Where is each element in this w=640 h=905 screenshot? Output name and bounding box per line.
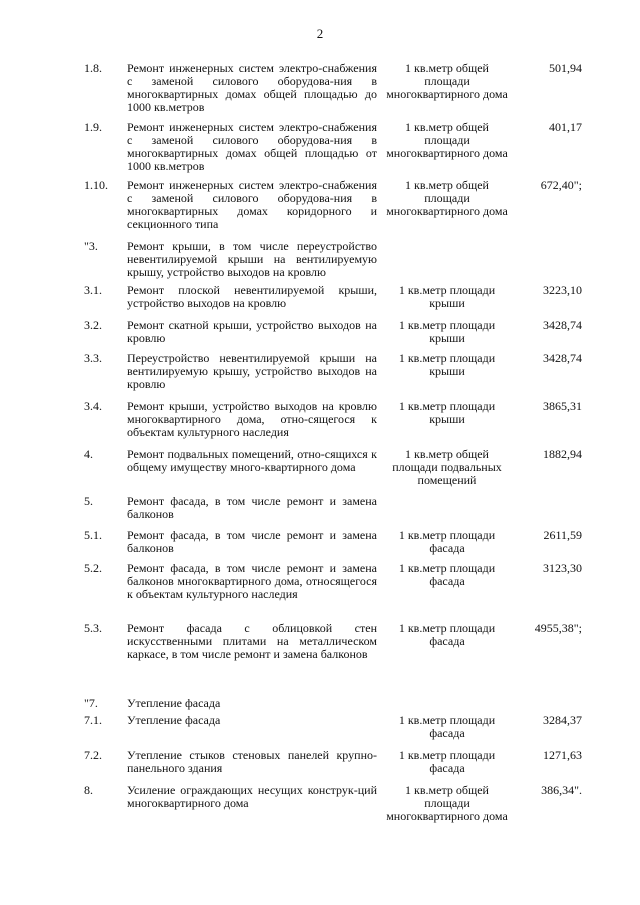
- item-price: 3223,10: [543, 283, 582, 297]
- item-price: 386,34".: [541, 783, 582, 797]
- item-number: 3.1.: [84, 283, 102, 297]
- item-number: 4.: [84, 447, 93, 461]
- item-price: 2611,59: [543, 528, 582, 542]
- item-number: 8.: [84, 783, 93, 797]
- item-number: "3.: [84, 239, 98, 253]
- item-description: Утепление стыков стеновых панелей крупно-панельного здания: [127, 748, 377, 775]
- item-price: 3865,31: [543, 399, 582, 413]
- item-price: 1882,94: [543, 447, 582, 461]
- item-number: 5.: [84, 494, 93, 508]
- item-description: Ремонт фасада, в том числе ремонт и замена балконов: [127, 494, 377, 521]
- item-number: 3.4.: [84, 399, 102, 413]
- item-description: Ремонт фасада, в том числе ремонт и замена балконов: [127, 528, 377, 555]
- item-description: Ремонт инженерных систем электро-снабжения с заменой силового оборудова-ния в многоквартирных домах общей площадью до 1000 кв.метров: [127, 61, 377, 114]
- item-number: 3.3.: [84, 351, 102, 365]
- item-description: Ремонт подвальных помещений, отно-сящихся к общему имуществу много-квартирного дома: [127, 447, 377, 474]
- item-price: 3428,74: [543, 318, 582, 332]
- item-unit: 1 кв.метр площади крыши: [398, 399, 496, 426]
- item-number: 7.1.: [84, 713, 102, 727]
- item-unit: 1 кв.метр площади фасада: [398, 561, 496, 588]
- item-description: Ремонт фасада, в том числе ремонт и замена балконов многоквартирного дома, относящегося к объектам культурного наследия: [127, 561, 377, 601]
- item-price: 3428,74: [543, 351, 582, 365]
- item-unit: 1 кв.метр площади фасада: [398, 528, 496, 555]
- item-price: 3123,30: [543, 561, 582, 575]
- item-unit: 1 кв.метр общей площади подвальных помещений: [392, 447, 502, 487]
- item-number: 3.2.: [84, 318, 102, 332]
- item-description: Усиление ограждающих несущих конструк-ций многоквартирного дома: [127, 783, 377, 810]
- item-number: 5.3.: [84, 621, 102, 635]
- item-unit: 1 кв.метр общей площади многоквартирного дома: [386, 178, 508, 218]
- item-number: 5.2.: [84, 561, 102, 575]
- item-price: 1271,63: [543, 748, 582, 762]
- item-number: 5.1.: [84, 528, 102, 542]
- item-price: 501,94: [549, 61, 582, 75]
- item-price: 672,40";: [540, 178, 582, 192]
- item-price: 401,17: [549, 120, 582, 134]
- item-unit: 1 кв.метр площади фасада: [398, 621, 496, 648]
- item-unit: 1 кв.метр общей площади многоквартирного дома: [386, 61, 508, 101]
- item-price: 4955,38";: [534, 621, 582, 635]
- item-description: Ремонт крыши, в том числе переустройство невентилируемой крыши на вентилируемую крышу, устройство выходов на кровлю: [127, 239, 377, 279]
- item-unit: 1 кв.метр площади крыши: [398, 283, 496, 310]
- item-description: Ремонт крыши, устройство выходов на кровлю многоквартирного дома, отно-сящегося к объектам культурного наследия: [127, 399, 377, 439]
- item-description: Переустройство невентилируемой крыши на вентилируемую крышу, устройство выходов на кровлю: [127, 351, 377, 391]
- item-unit: 1 кв.метр общей площади многоквартирного дома: [386, 783, 508, 823]
- item-description: Ремонт инженерных систем электро-снабжения с заменой силового оборудова-ния в многоквартирных домах коридорного и секционного типа: [127, 178, 377, 231]
- item-description: Ремонт плоской невентилируемой крыши, устройство выходов на кровлю: [127, 283, 377, 310]
- item-description: Ремонт инженерных систем электро-снабжения с заменой силового оборудова-ния в многоквартирных домах общей площадью от 1000 кв.метров: [127, 120, 377, 173]
- item-description: Утепление фасада: [127, 696, 221, 710]
- item-unit: 1 кв.метр площади фасада: [398, 713, 496, 740]
- item-number: 1.9.: [84, 120, 102, 134]
- item-number: 1.10.: [84, 178, 108, 192]
- item-unit: 1 кв.метр площади крыши: [398, 318, 496, 345]
- item-unit: 1 кв.метр площади крыши: [398, 351, 496, 378]
- item-description: Ремонт фасада с облицовкой стен искусственными плитами на металлическом каркасе, в том числе ремонт и замена балконов: [127, 621, 377, 661]
- item-number: 1.8.: [84, 61, 102, 75]
- item-unit: 1 кв.метр общей площади многоквартирного дома: [386, 120, 508, 160]
- item-description: Ремонт скатной крыши, устройство выходов на кровлю: [127, 318, 377, 345]
- item-unit: 1 кв.метр площади фасада: [398, 748, 496, 775]
- item-description: Утепление фасада: [127, 713, 221, 727]
- item-price: 3284,37: [543, 713, 582, 727]
- item-number: "7.: [84, 696, 98, 710]
- item-number: 7.2.: [84, 748, 102, 762]
- page-number: 2: [316, 26, 324, 41]
